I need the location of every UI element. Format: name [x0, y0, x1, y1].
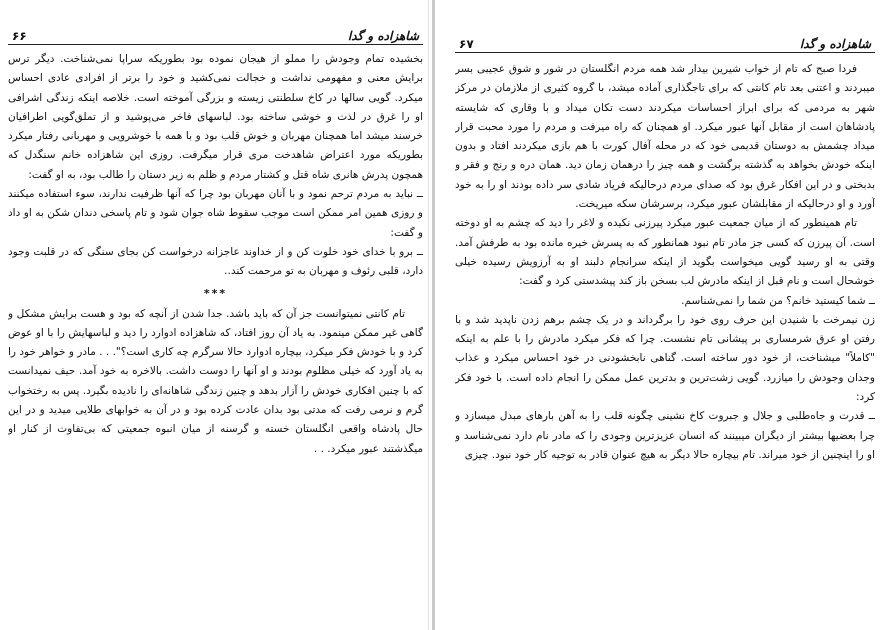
paragraph: زن نیمرخت با شنیدن این حرف روی خود را برگرداند و در یک چشم برهم زدن ناپدید شد و با رفتن او عرق شرمساری بر پیشانی تام نشست. چرا که فکر میکرد مادرش را با علم به اینکه "کاملاً" میشناخت، از خود دور ساخته است. گناهی نابخشودنی در خود احساس میکرد و عذاب وجدان وجودش را میازرد. گویی زشت‌ترین و بدترین عمل ممکن را انجام داده است. با خود فکر کرد: [455, 313, 875, 404]
dialogue-paragraph: ــ شما کیستید خانم؟ من شما را نمی‌شناسم. [681, 294, 875, 307]
left-page [8, 0, 423, 630]
right-page [455, 0, 875, 630]
running-header [455, 34, 875, 53]
header-title: شاهزاده و گدا [347, 29, 419, 43]
page-body [8, 50, 423, 459]
paragraph: تام کانتی نمیتوانست جز آن که باید باشد. جدا شدن از آنچه که بود و هست برایش مشکل و گاهی غیر ممکن مینمود. به یاد آن روز افتاد، که شاهزاده ادوارد را دید و لباسهایش را با او عوض کرد و با خودش فکر میکرد، بیچاره ادوارد حالا سرگرم چه کاری است؟". . . مادر و خواهر خود را به یاد آورد که خیلی مظلوم بودند و او آنها را دوست داشت. بالاخره به خود آمد. حیف نمیدانست که با چنین افکاری خودش را آزار بدهد و چنین زندگی شاهانه‌ای را نادیده بگیرد. پس به رختخواب گرم و نرمی رفت که مدتی بود بدان عادت کرده بود و در آن به خوابهای طلایی میدید و در این حال پادشاه واقعی انگلستان خسته و گرسنه از میان انبوه جمعیتی که بی‌تفاوت از کنار او میگذشتند عبور میکرد. . . [8, 307, 423, 455]
paragraph: فردا صبح که تام از خواب شیرین بیدار شد همه مردم انگلستان در شور و شوق عجیبی بسر میبردند و اعتنی بعد تام کانتی که برای تاجگذاری آماده میشد، با گروه کثیری از ملازمان در مرکز شهر به مردمی که برای ابراز احساسات میکردند دست تکان میداد و با وقاری که شایسته پادشاهان است از مقابل آنها عبور میکرد. او همچنان که راه میرفت و مردم را مورد محبت قرار میداد چشمش به دوستان قدیمی خود که در محله آفال کورت با هم بازی میکردند افتاد و بدون اینکه خودش بخواهد به گذشته برگشت و همه چیز را درهمان زمان دید. همان دره و رنج و فقر و بدبختی و در این افکار غرق بود که صدای مردم درحالیکه فریاد شادی سر داده بودند او را به خود آورد و او درحالیکه از مقابلشان عبور میکرد، برسرشان سکه میریخت. [455, 63, 875, 211]
dialogue-paragraph: ــ نباید به مردم ترحم نمود و با آنان مهربان بود چرا که آنها ظرفیت ندارند، سوء استفاده میکنند و روزی همین امر ممکن است موجب سقوط شاه جوان شود و تام پاسخی دندان شکن به او داد و گفت: [8, 188, 423, 239]
page-number: ۶۶ [12, 29, 27, 43]
page-gutter [428, 0, 429, 630]
paragraph: بخشیده تمام وجودش را مملو از هیجان نموده بود بطوریکه سراپا نمی‌شناخت. دیگر ترس برایش معنی و مفهومی نداشت و خجالت نمی‌کشید و خود را برتر از افرادی عادی احساس میکرد. گویی سالها در کاخ سلطنتی زیسته و بزرگی آموخته است. خلاصه اینکه زندگی اشرافی او را غرق در لذت و خوشی ساخته بود. لباسهای فاخر می‌پوشید و از تملق‌گویی اطرافیان خرسند میشد اما همچنان مهربان و خوش قلب بود و با همه با خوشرویی و مهربانی رفتار میکرد بطوریکه مورد اعتراض شاهدخت مری قرار میگرفت. روزی این شاهزاده خانم سنگدل که همچون پدرش هانری شاه قتل و کشتار مردم و ظلم به زیر دستان را طالب بود، به او گفت: [8, 53, 423, 181]
dialogue-paragraph: ــ برو با خدای خود خلوت کن و از خداوند عاجزانه درخواست کن بجای سنگی که در قلبت وجود دارد، قلبی رئوف و مهربان به تو مرحمت کند.. [8, 245, 423, 278]
running-header [8, 26, 423, 45]
section-separator: *** [203, 286, 228, 300]
dialogue-paragraph: ــ قدرت و جاه‌طلبی و جلال و جبروت کاخ نشینی چگونه قلب را به آهن بارهای مبدل میسازد و چرا بعضیها بیشتر از دیگران میبینند که انسان عزیزترین وجودی را که مادر نام دارد نمی‌شناسد و او را اینچنین از خود میراند. تام بیچاره حالا دیگر به هیچ عنوان قادر به توجیه کار خود نبود. چیزی [455, 410, 875, 461]
page-number: ۶۷ [459, 37, 474, 51]
page-body [455, 60, 875, 465]
header-title: شاهزاده و گدا [799, 37, 871, 51]
paragraph: تام همینطور که از میان جمعیت عبور میکرد پیرزنی نکیده و لاغر را دید که چشم به او دوخته است. آن پیرزن که کسی جز مادر تام نبود همانطور که به پسرش خیره مانده بود به طرفش آمد. وقتی به او رسید گویی میخواست بگوید از اینکه سرانجام دلبند او به آرزویش رسیده خیلی خوشحال است و نام قبل از اینکه مادرش لب بسخن باز کند پیشدستی کرد و گفت: [455, 217, 875, 288]
book-spine [432, 0, 435, 630]
